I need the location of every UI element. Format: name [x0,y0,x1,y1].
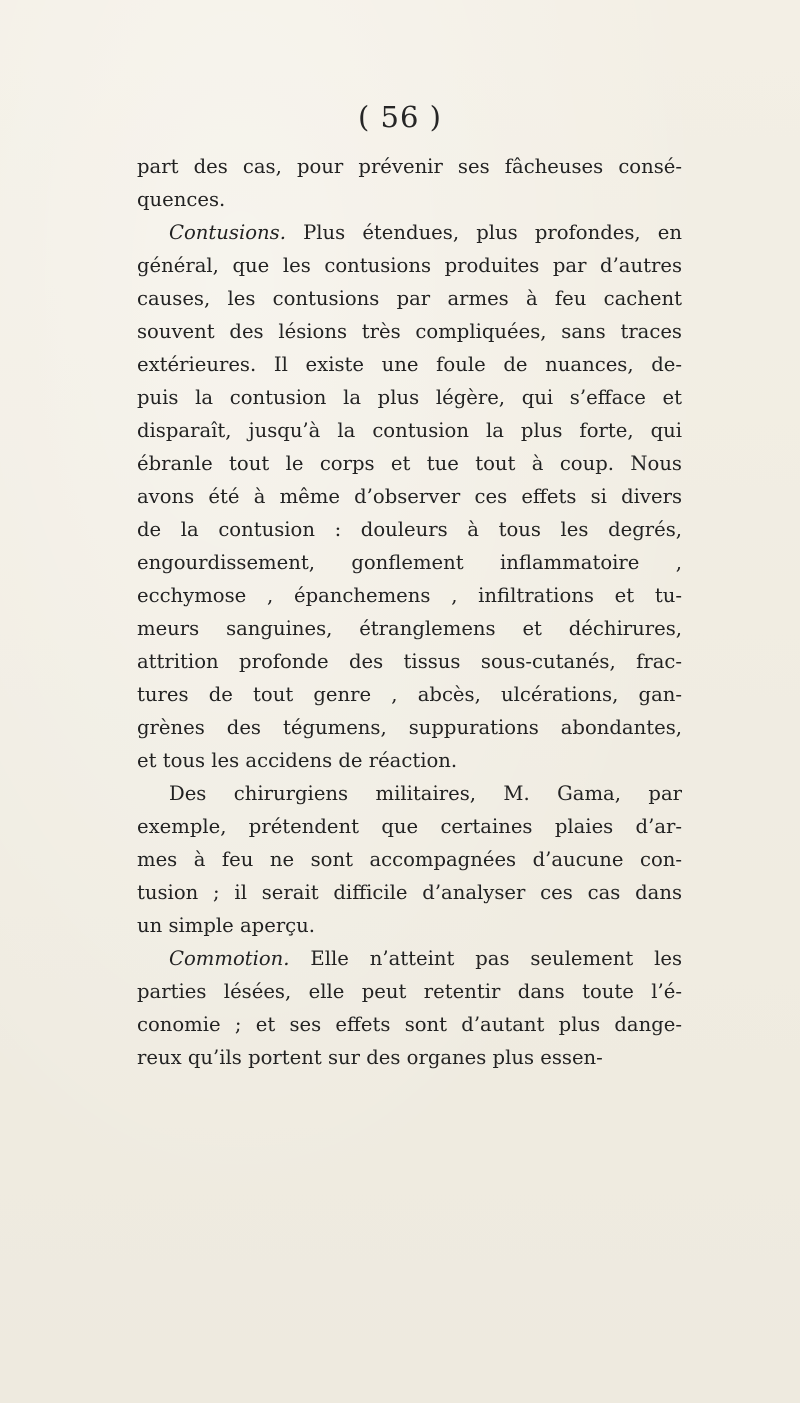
line-text: quences. [137,188,226,211]
line-text: souvent des lésions très compliquées, sans traces [137,320,682,343]
line-text: un simple aperçu. [137,914,316,937]
line-text: ecchymose , épanchemens , infiltrations et tu- [137,584,682,607]
text-line [137,678,682,711]
text-line [137,1041,682,1074]
text-line [137,381,682,414]
text-line [137,909,682,942]
line-text: Elle n’atteint pas seulement les [289,947,682,970]
text-line [137,348,682,381]
text-line [137,315,682,348]
text-line [137,579,682,612]
line-text: tusion ; il serait difficile d’analyser ces cas dans [137,881,682,904]
text-line [137,612,682,645]
text-line [137,942,682,975]
text-line [137,975,682,1008]
line-text: exemple, prétendent que certaines plaies d’ar- [137,815,682,838]
text-line [137,282,682,315]
text-line [137,645,682,678]
line-text: conomie ; et ses effets sont d’autant plus dange- [137,1013,682,1036]
page-number: ( 56 ) [358,100,442,134]
text-line [137,777,682,810]
line-text: parties lésées, elle peut retentir dans toute l’é- [137,980,682,1003]
text-line [137,249,682,282]
text-line [137,150,682,183]
line-text: attrition profonde des tissus sous-cutanés, frac- [137,650,682,673]
line-text: et tous les accidens de réaction. [137,749,458,772]
line-text: tures de tout genre , abcès, ulcérations, gan- [137,683,682,706]
text-line [137,183,682,216]
text-line [137,216,682,249]
text-line [137,513,682,546]
text-line [137,447,682,480]
text-line [137,414,682,447]
text-line [137,546,682,579]
line-text: part des cas, pour prévenir ses fâcheuses consé- [137,155,682,178]
line-text: grènes des tégumens, suppurations abondantes, [137,716,682,739]
line-text: mes à feu ne sont accompagnées d’aucune con- [137,848,682,871]
line-text: puis la contusion la plus légère, qui s’efface et [137,386,682,409]
body-text [137,150,682,1074]
text-line [137,744,682,777]
line-text: reux qu’ils portent sur des organes plus essen- [137,1046,603,1069]
line-text: de la contusion : douleurs à tous les degrés, [137,518,682,541]
line-text: avons été à même d’observer ces effets si divers [137,485,682,508]
line-text: engourdissement, gonflement inflammatoire , [137,551,682,574]
line-text: ébranle tout le corps et tue tout à coup. Nous [137,452,682,475]
line-text: général, que les contusions produites par d’autres [137,254,682,277]
line-text: causes, les contusions par armes à feu cachent [137,287,682,310]
line-text: meurs sanguines, étranglemens et déchirures, [137,617,682,640]
line-text: disparaît, jusqu’à la contusion la plus forte, qui [137,419,682,442]
text-line [137,480,682,513]
section-term: Contusions. [169,221,286,244]
section-term: Commotion. [169,947,290,970]
line-text: Des chirurgiens militaires, M. Gama, par [169,782,682,805]
text-line [137,876,682,909]
text-line [137,711,682,744]
text-line [137,810,682,843]
text-line [137,1008,682,1041]
line-text: extérieures. Il existe une foule de nuances, de- [137,353,682,376]
text-line [137,843,682,876]
line-text: Plus étendues, plus profondes, en [285,221,682,244]
